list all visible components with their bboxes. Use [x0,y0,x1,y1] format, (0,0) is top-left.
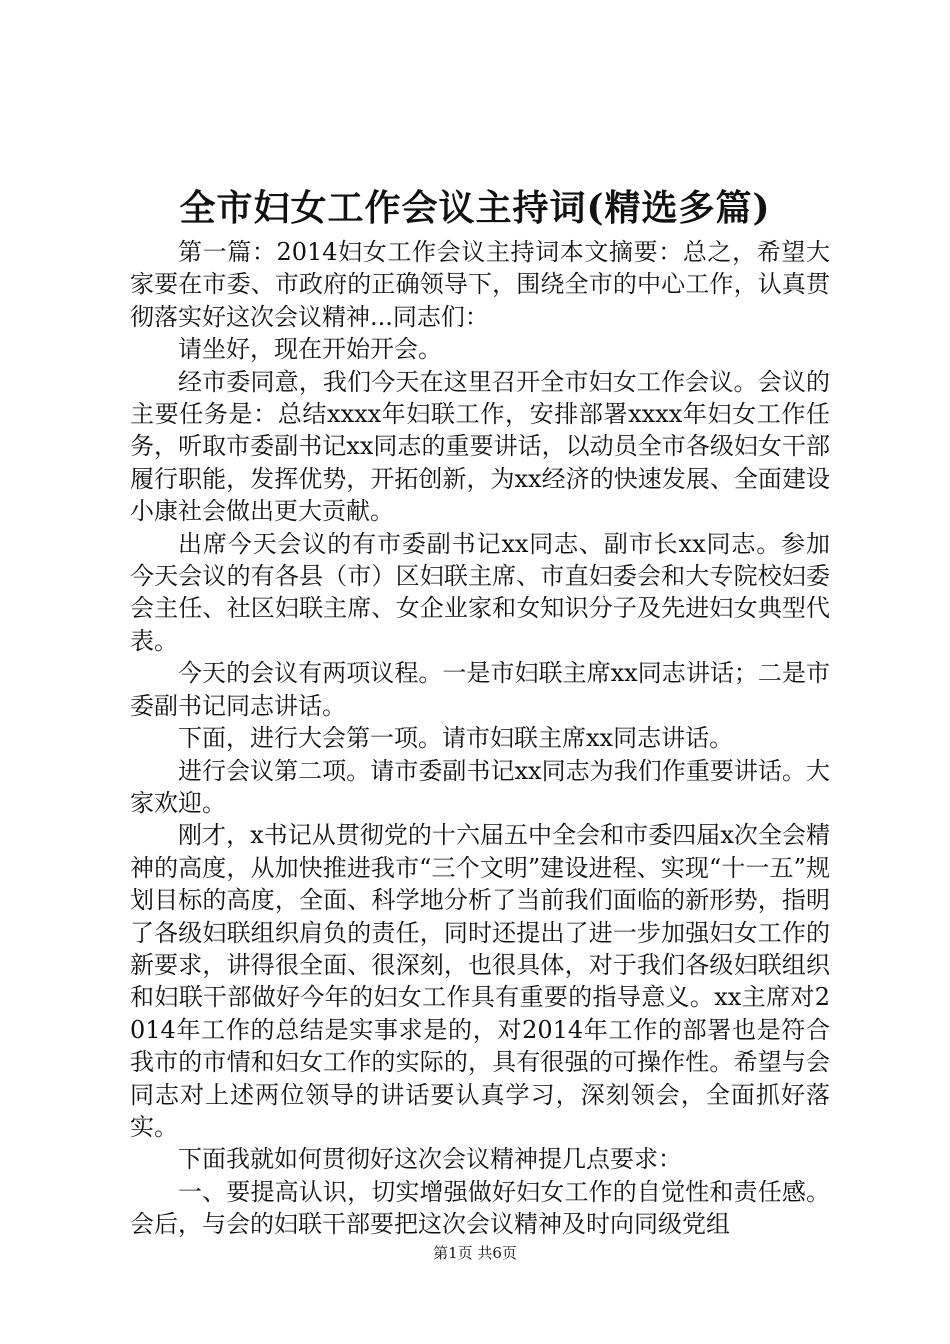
paragraph: 刚才，x书记从贯彻党的十六届五中全会和市委四届x次全会精神的高度，从加快推进我市“三个文明”建设进程、实现“十一五”规划目标的高度，全面、科学地分析了当前我们面临的新形势，指明了各级妇联组织肩负的责任，同时还提出了进一步加强妇女工作的新要求，讲得很全面、很深刻，也很具体，对于我们各级妇联组织和妇联干部做好今年的妇女工作具有重要的指导意义。xx主席对2014年工作的总结是实事求是的，对2014年工作的部署也是符合我市的市情和妇女工作的实际的，具有很强的可操作性。希望与会同志对上述两位领导的讲话要认真学习，深刻领会，全面抓好落实。 [130,821,830,1141]
document-title: 全市妇女工作会议主持词(精选多篇) [179,187,771,229]
page-number-footer: 第1页 共6页 [433,1244,517,1262]
paragraph: 第一篇：2014妇女工作会议主持词本文摘要：总之，希望大家要在市委、市政府的正确领导下，围绕全市的中心工作，认真贯彻落实好这次会议精神...同志们： [130,238,830,331]
paragraph: 下面我就如何贯彻好这次会议精神提几点要求： [178,1145,682,1174]
paragraph: 进行会议第二项。请市委副书记xx同志为我们作重要讲话。大家欢迎。 [130,756,830,817]
document-body [130,236,830,1241]
paragraph: 下面，进行大会第一项。请市妇联主席xx同志讲话。 [178,724,734,753]
paragraph: 一、要提高认识，切实增强做好妇女工作的自觉性和责任感。会后，与会的妇联干部要把这次会议精神及时向同级党组 [130,1177,830,1239]
paragraph: 请坐好，现在开始开会。 [178,335,442,364]
paragraph: 经市委同意，我们今天在这里召开全市妇女工作会议。会议的主要任务是：总结xxxx年妇联工作，安排部署xxxx年妇女工作任务，听取市委副书记xx同志的重要讲话，以动员全市各级妇女干部履行职能，发挥优势，开拓创新，为xx经济的快速发展、全面建设小康社会做出更大贡献。 [130,367,830,526]
paragraph: 出席今天会议的有市委副书记xx同志、副市长xx同志。参加今天会议的有各县（市）区妇联主席、市直妇委会和大专院校妇委会主任、社区妇联主席、女企业家和女知识分子及先进妇女典型代表。 [130,529,830,655]
paragraph: 今天的会议有两项议程。一是市妇联主席xx同志讲话；二是市委副书记同志讲话。 [130,659,830,720]
